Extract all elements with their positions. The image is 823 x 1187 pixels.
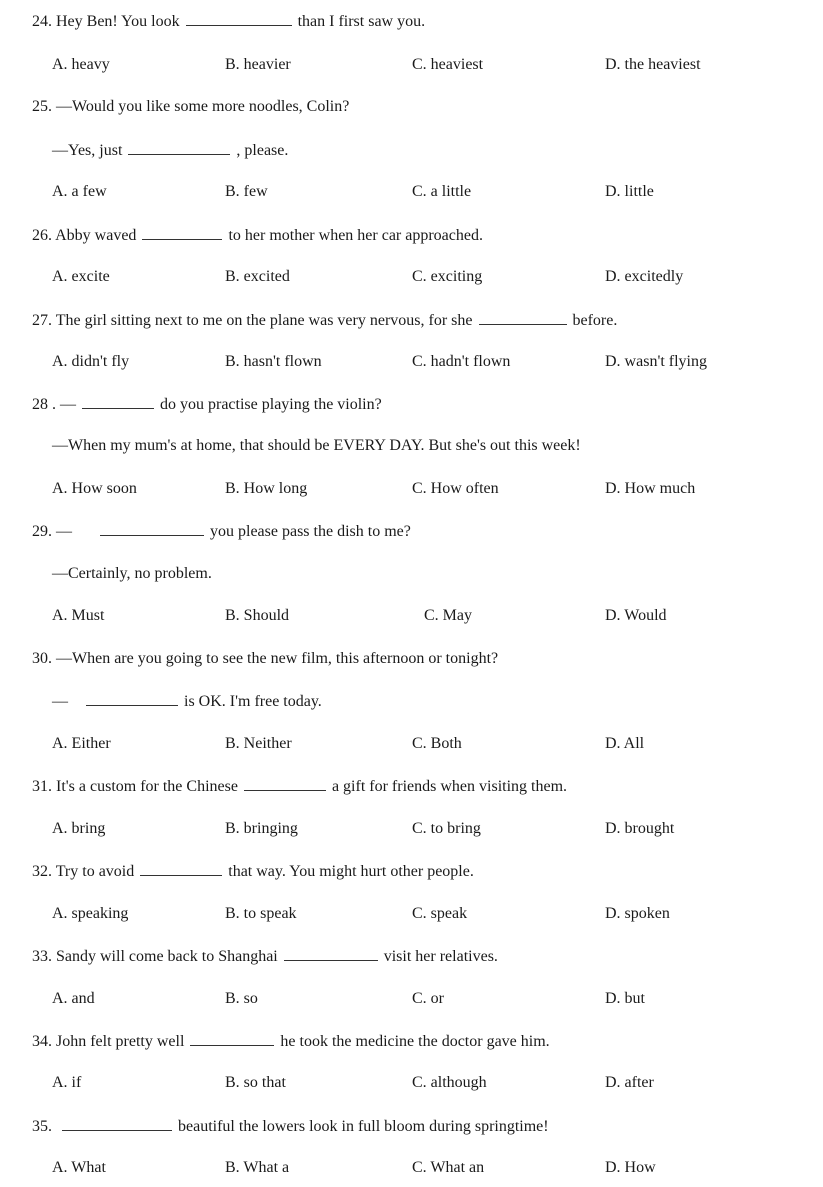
question-25-text: 25. —Would you like some more noodles, Colin? [32, 98, 350, 115]
question-28-reply-text: —When my mum's at home, that should be EVERY DAY. But she's out this week! [52, 437, 581, 454]
question-27-text-after-blank: before. [572, 312, 618, 329]
question-35-option-a: A. What [52, 1159, 106, 1176]
question-27-option-b: B. hasn't flown [225, 353, 322, 370]
question-28-text-after-blank: do you practise playing the violin? [160, 396, 382, 413]
question-28-stem [32, 394, 382, 415]
question-25-reply-before-blank: —Yes, just [52, 142, 123, 159]
answer-blank [100, 521, 204, 536]
question-30-reply [52, 691, 322, 712]
question-32-option-c: C. speak [412, 905, 468, 922]
question-29-text-after-blank: you please pass the dish to me? [210, 523, 411, 540]
answer-blank [190, 1031, 274, 1046]
question-28-option-d: D. How much [605, 480, 696, 497]
question-32-option-a: A. speaking [52, 905, 129, 922]
question-31-text-before-blank: 31. It's a custom for the Chinese [32, 778, 238, 795]
question-29-option-b: B. Should [225, 607, 290, 624]
question-24-stem [32, 11, 425, 32]
question-24-text-before-blank: 24. Hey Ben! You look [32, 13, 180, 30]
question-30-option-c: C. Both [412, 735, 462, 752]
question-26-stem [32, 225, 483, 246]
question-24-option-d: D. the heaviest [605, 56, 701, 73]
question-27-stem [32, 310, 617, 331]
question-29-option-c: C. May [424, 607, 472, 624]
question-31-text-after-blank: a gift for friends when visiting them. [331, 778, 568, 795]
question-25-reply [52, 140, 288, 161]
question-34-stem [32, 1031, 550, 1052]
question-27-option-a: A. didn't fly [52, 353, 130, 370]
question-33-text-before-blank: 33. Sandy will come back to Shanghai [32, 948, 278, 965]
question-31-option-a: A. bring [52, 820, 106, 837]
question-29-reply [52, 564, 212, 584]
question-31-option-b: B. bringing [225, 820, 298, 837]
question-27-text-before-blank: 27. The girl sitting next to me on the plane was very nervous, for she [32, 312, 473, 329]
question-26-option-a: A. excite [52, 268, 110, 285]
question-25-stem [32, 97, 349, 117]
question-25-option-c: C. a little [412, 183, 472, 200]
answer-blank [86, 691, 178, 706]
answer-blank [62, 1116, 172, 1131]
question-27-option-d: D. wasn't flying [605, 353, 707, 370]
question-33-option-c: C. or [412, 990, 444, 1007]
question-27-option-c: C. hadn't flown [412, 353, 511, 370]
question-26-option-c: C. exciting [412, 268, 483, 285]
question-33-option-b: B. so [225, 990, 258, 1007]
question-34-option-d: D. after [605, 1074, 654, 1091]
question-34-option-a: A. if [52, 1074, 82, 1091]
question-29-reply-text: —Certainly, no problem. [52, 565, 212, 582]
question-34-option-b: B. so that [225, 1074, 286, 1091]
question-24-option-a: A. heavy [52, 56, 110, 73]
question-26-option-b: B. excited [225, 268, 290, 285]
question-26-text-after-blank: to her mother when her car approached. [228, 227, 483, 244]
answer-blank [82, 394, 154, 409]
question-31-option-c: C. to bring [412, 820, 481, 837]
question-32-stem [32, 861, 474, 882]
answer-blank [479, 310, 567, 325]
question-34-text-before-blank: 34. John felt pretty well [32, 1033, 185, 1050]
answer-blank [128, 140, 230, 155]
question-29-stem [32, 521, 411, 542]
question-30-option-d: D. All [605, 735, 645, 752]
question-35-option-d: D. How [605, 1159, 656, 1176]
question-30-option-b: B. Neither [225, 735, 292, 752]
answer-blank [284, 946, 378, 961]
question-33-text-after-blank: visit her relatives. [383, 948, 498, 965]
answer-blank [186, 11, 292, 26]
question-24-text-after-blank: than I first saw you. [297, 13, 426, 30]
question-28-option-a: A. How soon [52, 480, 137, 497]
question-28-reply [52, 436, 581, 456]
question-31-option-d: D. brought [605, 820, 675, 837]
question-30-text: 30. —When are you going to see the new film, this afternoon or tonight? [32, 650, 499, 667]
question-33-option-d: D. but [605, 990, 645, 1007]
question-34-text-after-blank: he took the medicine the doctor gave him. [280, 1033, 550, 1050]
question-28-text-before-blank: 28 . — [32, 396, 76, 413]
answer-blank [244, 776, 326, 791]
question-30-stem [32, 649, 498, 669]
question-30-reply-before-blank: — [52, 693, 68, 710]
question-32-option-d: D. spoken [605, 905, 670, 922]
question-26-option-d: D. excitedly [605, 268, 684, 285]
question-29-text-before-blank: 29. — [32, 523, 72, 540]
answer-blank [142, 225, 222, 240]
question-30-reply-after-blank: is OK. I'm free today. [184, 693, 322, 710]
question-35-text-after-blank: beautiful the lowers look in full bloom during springtime! [178, 1118, 549, 1135]
question-24-option-b: B. heavier [225, 56, 291, 73]
question-25-option-d: D. little [605, 183, 654, 200]
question-35-option-b: B. What a [225, 1159, 290, 1176]
question-25-reply-after-blank: , please. [236, 142, 289, 159]
question-29-option-d: D. Would [605, 607, 667, 624]
question-28-option-c: C. How often [412, 480, 499, 497]
question-24-option-c: C. heaviest [412, 56, 484, 73]
question-25-option-b: B. few [225, 183, 268, 200]
question-35-stem [32, 1116, 549, 1137]
answer-blank [140, 861, 222, 876]
question-32-option-b: B. to speak [225, 905, 297, 922]
question-29-option-a: A. Must [52, 607, 105, 624]
question-35-text-before-blank: 35. [32, 1118, 52, 1135]
question-33-option-a: A. and [52, 990, 95, 1007]
question-35-option-c: C. What an [412, 1159, 485, 1176]
question-25-option-a: A. a few [52, 183, 107, 200]
question-32-text-after-blank: that way. You might hurt other people. [228, 863, 474, 880]
question-33-stem [32, 946, 498, 967]
question-26-text-before-blank: 26. Abby waved [32, 227, 137, 244]
question-32-text-before-blank: 32. Try to avoid [32, 863, 135, 880]
question-28-option-b: B. How long [225, 480, 308, 497]
question-31-stem [32, 776, 567, 797]
question-30-option-a: A. Either [52, 735, 111, 752]
question-34-option-c: C. although [412, 1074, 487, 1091]
